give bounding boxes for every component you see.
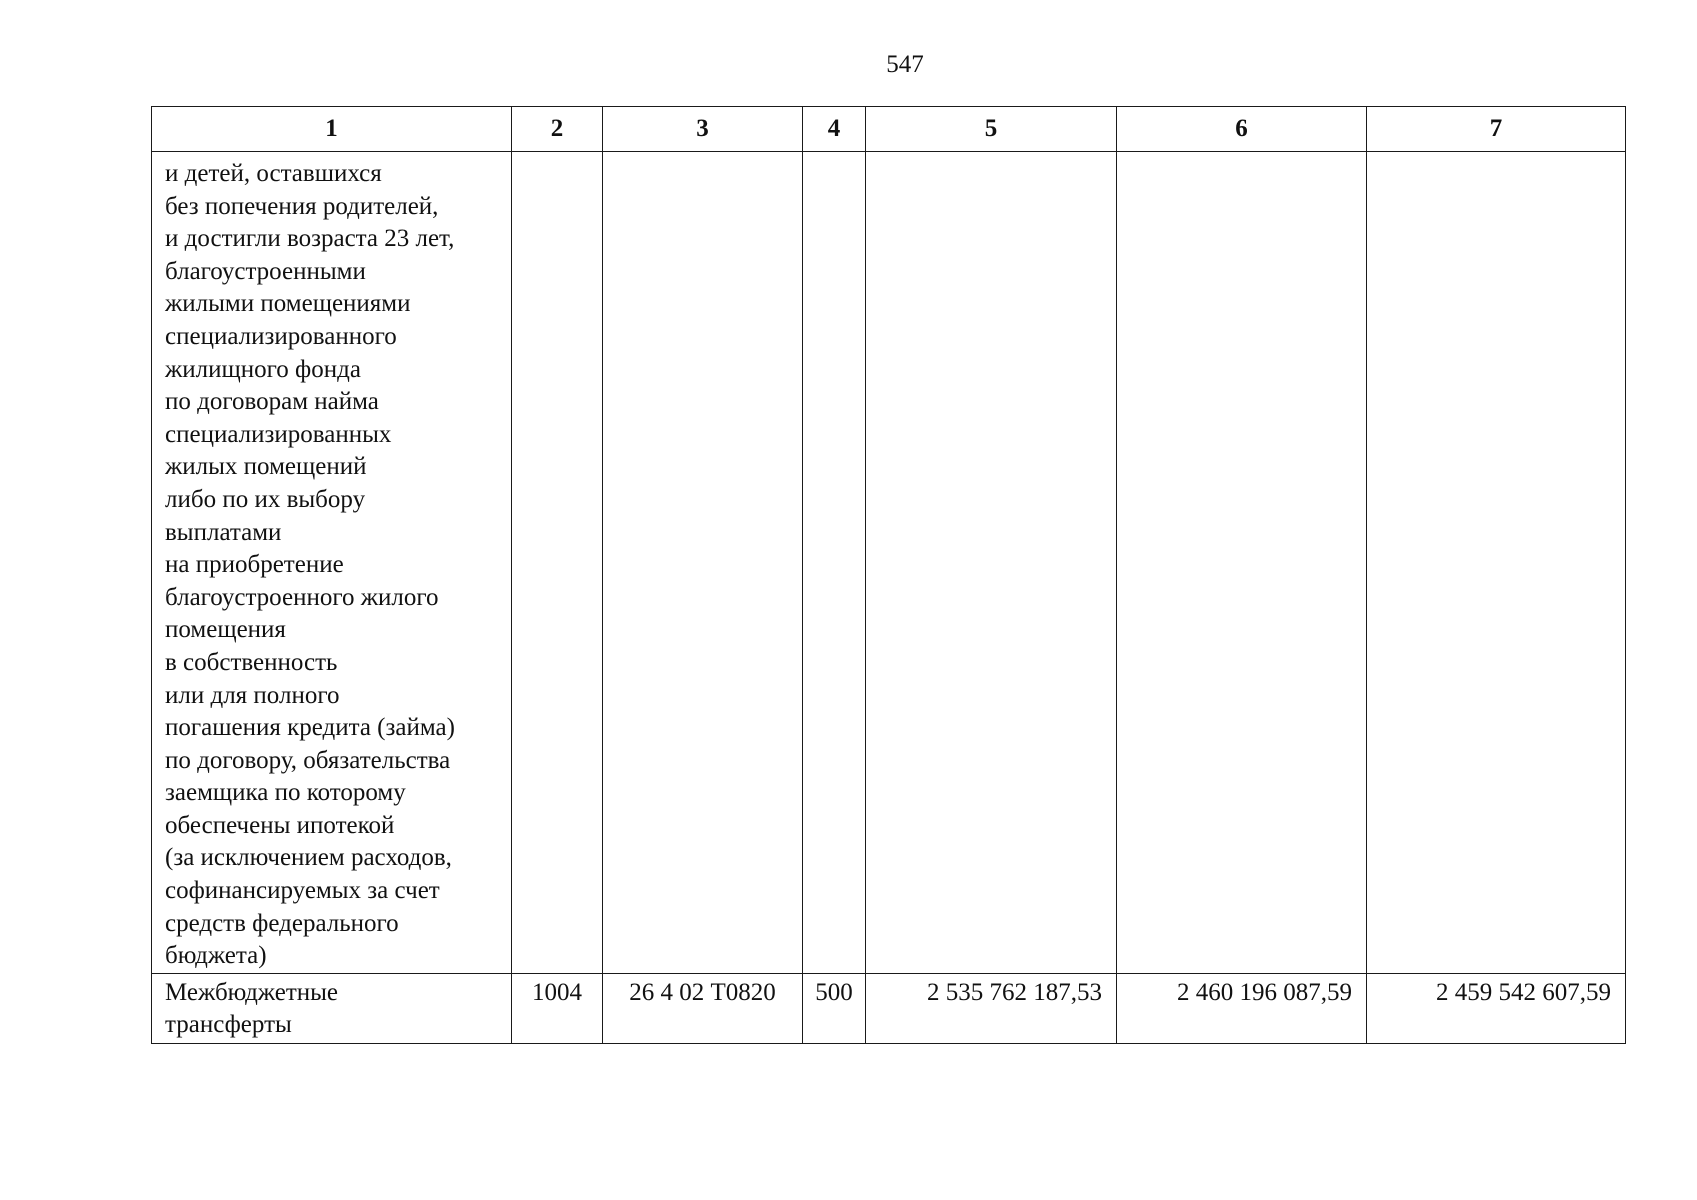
empty-cell (866, 152, 1117, 974)
header-row (152, 107, 1626, 152)
row-amount-3: 2 459 542 607,59 (1367, 973, 1626, 1043)
row-amount-2: 2 460 196 087,59 (1117, 973, 1367, 1043)
header-col-1: 1 (152, 107, 512, 152)
header-col-4: 4 (803, 107, 866, 152)
page-number: 547 (886, 51, 924, 78)
header-col-2: 2 (512, 107, 603, 152)
empty-cell (603, 152, 803, 974)
table-row-continuation (152, 152, 1626, 974)
row-amount-1: 2 535 762 187,53 (866, 973, 1117, 1043)
table-row (152, 973, 1626, 1043)
empty-cell (1367, 152, 1626, 974)
continuation-description: и детей, оставшихся без попечения родителей, и достигли возраста 23 лет, благоустроенными жилыми помещениями специализированного жилищного фонда по договорам найма специализированных жилых помещений либо по их выбору выплатами на приобретение благоустроенного жилого помещения в собственность или для полного погашения кредита (займа) по договору, обязательства заемщика по которому обеспечены ипотекой (за исключением расходов, софинансируемых за счет средств федерального бюджета) (152, 152, 512, 974)
row-target-article: 26 4 02 Т0820 (603, 973, 803, 1043)
header-col-6: 6 (1117, 107, 1367, 152)
budget-table (151, 106, 1626, 1044)
row-name: Межбюджетные трансферты (152, 973, 512, 1043)
header-col-3: 3 (603, 107, 803, 152)
empty-cell (1117, 152, 1367, 974)
row-section: 1004 (512, 973, 603, 1043)
header-col-5: 5 (866, 107, 1117, 152)
row-expense-type: 500 (803, 973, 866, 1043)
empty-cell (803, 152, 866, 974)
header-col-7: 7 (1367, 107, 1626, 152)
empty-cell (512, 152, 603, 974)
